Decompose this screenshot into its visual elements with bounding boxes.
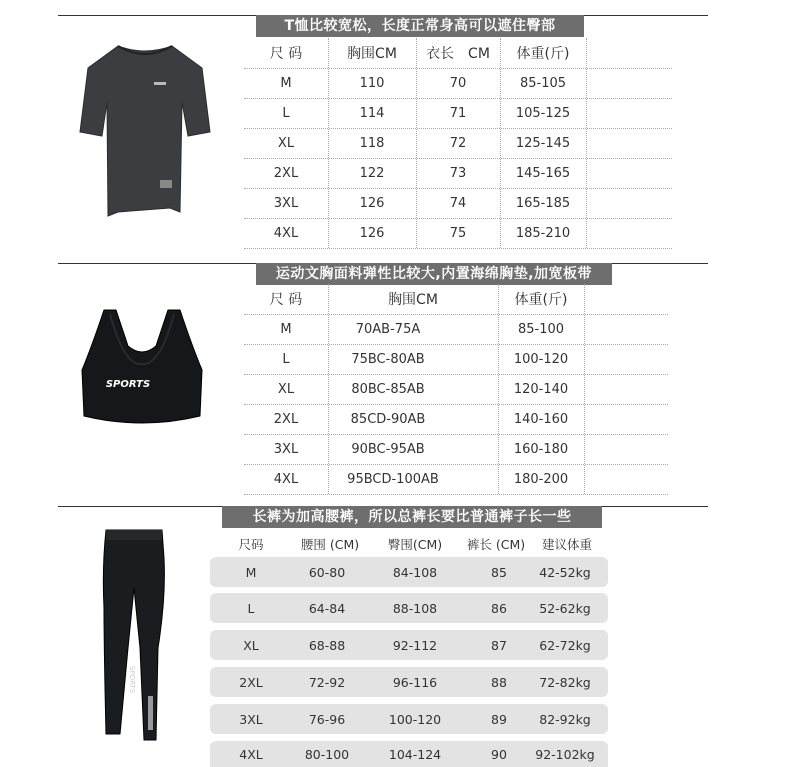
table-row bbox=[210, 593, 608, 623]
header-length: 衣长 CM bbox=[426, 46, 490, 62]
cell-length: 90 bbox=[491, 746, 507, 762]
pants-header-waist: 腰围 (CM) bbox=[300, 537, 360, 552]
tshirt-shape bbox=[80, 46, 210, 216]
cell-size: XL bbox=[277, 381, 295, 397]
pants-header-hip: 臀围(CM) bbox=[387, 537, 443, 552]
cell-size: 4XL bbox=[273, 471, 299, 487]
cell-chest: 90BC-95AB bbox=[351, 441, 425, 457]
table-row bbox=[244, 464, 668, 495]
cell-weight: 42-52kg bbox=[539, 564, 591, 580]
header-weight: 体重(斤) bbox=[514, 292, 568, 308]
table-row bbox=[210, 741, 608, 767]
cell-chest: 80BC-85AB bbox=[351, 381, 425, 397]
cell-weight: 185-210 bbox=[515, 225, 571, 241]
tshirt-banner: T恤比较宽松，长度正常身高可以遮住臀部 bbox=[256, 15, 584, 37]
cell-chest: 114 bbox=[359, 105, 385, 121]
cell-weight: 52-62kg bbox=[539, 600, 591, 616]
pants-banner: 长裤为加高腰裤，所以总裤长要比普通裤子长一些 bbox=[222, 506, 602, 528]
table-row bbox=[244, 344, 668, 375]
cell-waist: 68-88 bbox=[308, 637, 346, 653]
table-row bbox=[210, 557, 608, 587]
cell-weight: 125-145 bbox=[515, 135, 571, 151]
cell-size: 2XL bbox=[273, 411, 299, 427]
tshirt-header-row bbox=[244, 38, 672, 69]
cell-length: 88 bbox=[491, 674, 507, 690]
cell-length: 75 bbox=[449, 225, 467, 241]
cell-weight: 140-160 bbox=[513, 411, 569, 427]
tshirt-size-table bbox=[244, 38, 672, 248]
cell-length: 85 bbox=[491, 564, 507, 580]
table-row bbox=[244, 158, 672, 189]
cell-weight: 62-72kg bbox=[539, 637, 591, 653]
cell-chest: 126 bbox=[359, 225, 385, 241]
table-row bbox=[244, 434, 668, 465]
table-row bbox=[244, 314, 668, 345]
cell-size: L bbox=[247, 600, 255, 616]
cell-weight: 160-180 bbox=[513, 441, 569, 457]
bra-logo: SPORTS bbox=[105, 379, 151, 390]
bra-shape bbox=[82, 310, 202, 423]
table-row bbox=[210, 704, 608, 734]
cell-length: 86 bbox=[491, 600, 507, 616]
table-row bbox=[210, 630, 608, 660]
cell-size: M bbox=[280, 75, 292, 91]
cell-size: 4XL bbox=[273, 225, 299, 241]
cell-length: 71 bbox=[449, 105, 467, 121]
cell-hip: 104-124 bbox=[388, 746, 442, 762]
cell-weight: 85-100 bbox=[517, 321, 565, 337]
bra-banner: 运动文胸面料弹性比较大,内置海绵胸垫,加宽板带 bbox=[256, 263, 612, 285]
cell-size: 3XL bbox=[239, 711, 263, 727]
pants-image bbox=[96, 528, 172, 746]
cell-size: XL bbox=[277, 135, 295, 151]
table-row bbox=[244, 98, 672, 129]
cell-length: 72 bbox=[449, 135, 467, 151]
pants-header-size: 尺码 bbox=[238, 537, 264, 552]
cell-waist: 76-96 bbox=[308, 711, 346, 727]
cell-hip: 84-108 bbox=[392, 564, 438, 580]
cell-weight: 120-140 bbox=[513, 381, 569, 397]
cell-length: 70 bbox=[449, 75, 467, 91]
cell-weight: 82-92kg bbox=[539, 711, 591, 727]
cell-size: M bbox=[245, 564, 257, 580]
cell-chest: 110 bbox=[359, 75, 385, 91]
cell-size: 2XL bbox=[239, 674, 263, 690]
cell-chest: 85CD-90AB bbox=[350, 411, 426, 427]
cell-chest: 95BCD-100AB bbox=[347, 471, 439, 487]
cell-length: 87 bbox=[491, 637, 507, 653]
cell-waist: 64-84 bbox=[308, 600, 346, 616]
bra-header-row bbox=[244, 284, 668, 315]
pants-logo: SPORTS bbox=[128, 666, 136, 694]
cell-size: 3XL bbox=[273, 195, 299, 211]
pants-header-weight: 建议体重 bbox=[541, 537, 592, 552]
cell-chest: 126 bbox=[359, 195, 385, 211]
table-row bbox=[210, 667, 608, 697]
cell-weight: 105-125 bbox=[515, 105, 571, 121]
header-chest: 胸围CM bbox=[388, 292, 438, 308]
cell-size: L bbox=[282, 105, 290, 121]
cell-weight: 85-105 bbox=[519, 75, 567, 91]
cell-chest: 118 bbox=[359, 135, 385, 151]
cell-length: 89 bbox=[491, 711, 507, 727]
table-row bbox=[244, 374, 668, 405]
pants-shape bbox=[103, 530, 164, 740]
table-row bbox=[244, 68, 672, 99]
cell-hip: 100-120 bbox=[388, 711, 442, 727]
header-chest: 胸围CM bbox=[347, 46, 397, 62]
table-row bbox=[244, 188, 672, 219]
cell-length: 74 bbox=[449, 195, 467, 211]
cell-weight: 100-120 bbox=[513, 351, 569, 367]
table-row bbox=[244, 218, 672, 249]
cell-hip: 88-108 bbox=[392, 600, 438, 616]
cell-hip: 92-112 bbox=[392, 637, 438, 653]
cell-weight: 165-185 bbox=[515, 195, 571, 211]
cell-weight: 72-82kg bbox=[539, 674, 591, 690]
tshirt-image bbox=[78, 40, 212, 220]
cell-waist: 72-92 bbox=[308, 674, 346, 690]
table-row bbox=[244, 128, 672, 159]
cell-hip: 96-116 bbox=[392, 674, 438, 690]
header-size: 尺 码 bbox=[269, 46, 303, 62]
table-row bbox=[244, 404, 668, 435]
cell-chest: 75BC-80AB bbox=[351, 351, 425, 367]
cell-weight: 180-200 bbox=[513, 471, 569, 487]
cell-waist: 60-80 bbox=[308, 564, 346, 580]
cell-size: L bbox=[282, 351, 290, 367]
cell-chest: 122 bbox=[359, 165, 385, 181]
header-size: 尺 码 bbox=[269, 292, 303, 308]
cell-size: 2XL bbox=[273, 165, 299, 181]
bra-size-table bbox=[244, 284, 668, 494]
cell-length: 73 bbox=[449, 165, 467, 181]
cell-waist: 80-100 bbox=[304, 746, 350, 762]
cell-weight: 92-102kg bbox=[535, 746, 595, 762]
cell-weight: 145-165 bbox=[515, 165, 571, 181]
cell-size: 3XL bbox=[273, 441, 299, 457]
pants-header-length: 裤长 (CM) bbox=[466, 537, 526, 552]
cell-size: XL bbox=[243, 637, 259, 653]
cell-chest: 70AB-75A bbox=[355, 321, 421, 337]
bra-image bbox=[80, 306, 204, 426]
cell-size: 4XL bbox=[239, 746, 263, 762]
header-weight: 体重(斤) bbox=[516, 46, 570, 62]
cell-size: M bbox=[280, 321, 292, 337]
